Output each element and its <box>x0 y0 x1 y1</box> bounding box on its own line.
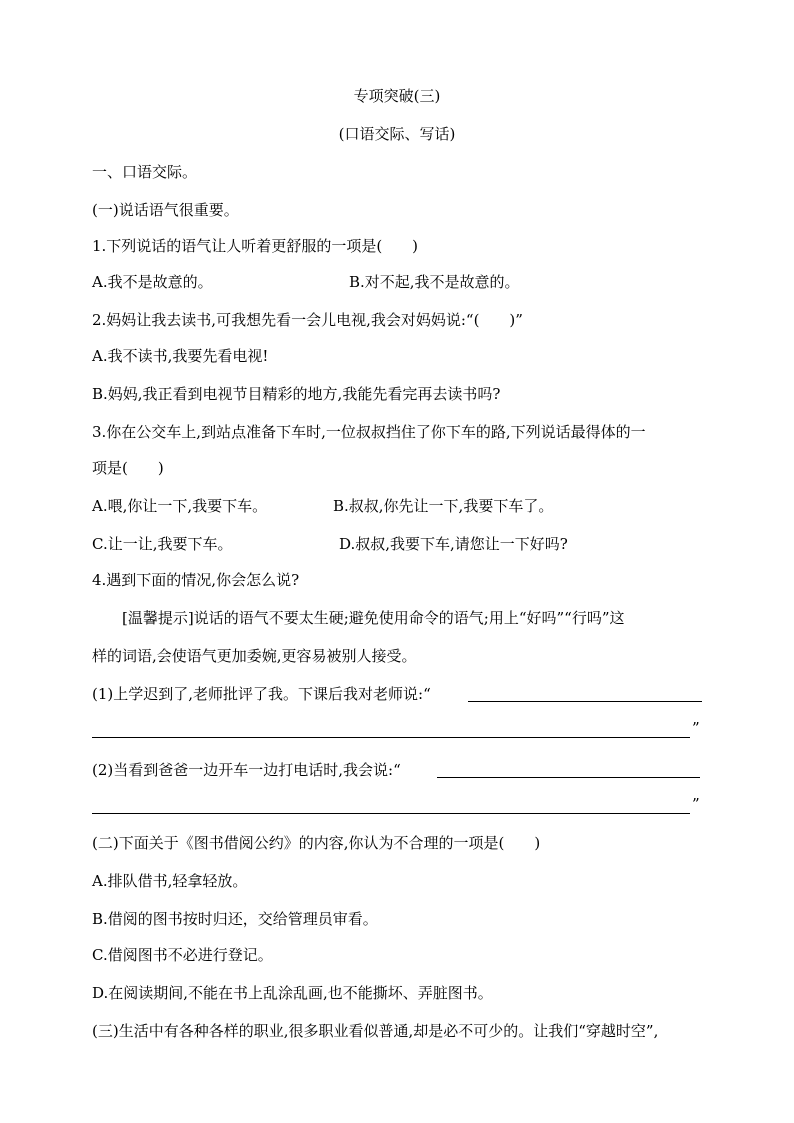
q4-item1-answer-line-1[interactable] <box>468 701 702 702</box>
part2-option-c: C.借阅图书不必进行登记。 <box>92 946 273 964</box>
q3-option-d: D.叔叔,我要下车,请您让一下好吗? <box>339 535 568 553</box>
q1-option-b: B.对不起,我不是故意的。 <box>349 273 520 291</box>
part2-option-b: B.借阅的图书按时归还，交给管理员审看。 <box>92 910 378 928</box>
q2-stem: 2.妈妈让我去读书,可我想先看一会儿电视,我会对妈妈说:“( )” <box>92 311 523 329</box>
q1-stem: 1.下列说话的语气让人听着更舒服的一项是( ) <box>92 237 419 255</box>
q3-option-c: C.让一让,我要下车。 <box>92 535 233 553</box>
q4-item2-prompt: (2)当看到爸爸一边开车一边打电话时,我会说:“ <box>92 761 401 779</box>
page-subtitle: (口语交际、写话) <box>338 125 456 143</box>
part2-option-a: A.排队借书,轻拿轻放。 <box>92 872 248 890</box>
q2-option-a: A.我不读书,我要先看电视! <box>92 347 269 365</box>
part2-option-d: D.在阅读期间,不能在书上乱涂乱画,也不能撕坏、弄脏图书。 <box>92 984 493 1002</box>
q3-stem-line2: 项是( ) <box>92 459 164 477</box>
q4-tip-line2: 样的词语,会使语气更加委婉,更容易被别人接受。 <box>92 647 417 665</box>
q4-item1-prompt: (1)上学迟到了,老师批评了我。下课后我对老师说:“ <box>92 685 431 703</box>
q4-item2-answer-line-2[interactable] <box>92 813 690 814</box>
part3-stem: (三)生活中有各种各样的职业,很多职业看似普通,却是必不可少的。让我们“穿越时空”, <box>92 1022 659 1040</box>
q4-item1-answer-line-2[interactable] <box>92 737 690 738</box>
q4-item2-answer-line-1[interactable] <box>437 777 700 778</box>
q4-item1-close-quote: ” <box>692 719 700 737</box>
page-title: 专项突破(三) <box>353 87 441 105</box>
q1-option-a: A.我不是故意的。 <box>92 273 213 291</box>
q3-option-b: B.叔叔,你先让一下,我要下车了。 <box>333 497 554 515</box>
section-heading: 一、口语交际。 <box>92 163 198 181</box>
q3-stem-line1: 3.你在公交车上,到站点准备下车时,一位叔叔挡住了你下车的路,下列说话最得体的一 <box>92 423 646 441</box>
q4-item2-close-quote: ” <box>692 795 700 813</box>
q3-option-a: A.喂,你让一下,我要下车。 <box>92 497 268 515</box>
q4-stem: 4.遇到下面的情况,你会怎么说? <box>92 571 300 589</box>
part1-heading: (一)说话语气很重要。 <box>92 201 239 219</box>
q4-tip-line1: [温馨提示]说话的语气不要太生硬;避免使用命令的语气;用上“好吗”“行吗”这 <box>122 609 625 627</box>
part2-stem: (二)下面关于《图书借阅公约》的内容,你认为不合理的一项是( ) <box>92 834 541 852</box>
q2-option-b: B.妈妈,我正看到电视节目精彩的地方,我能先看完再去读书吗? <box>92 385 501 403</box>
